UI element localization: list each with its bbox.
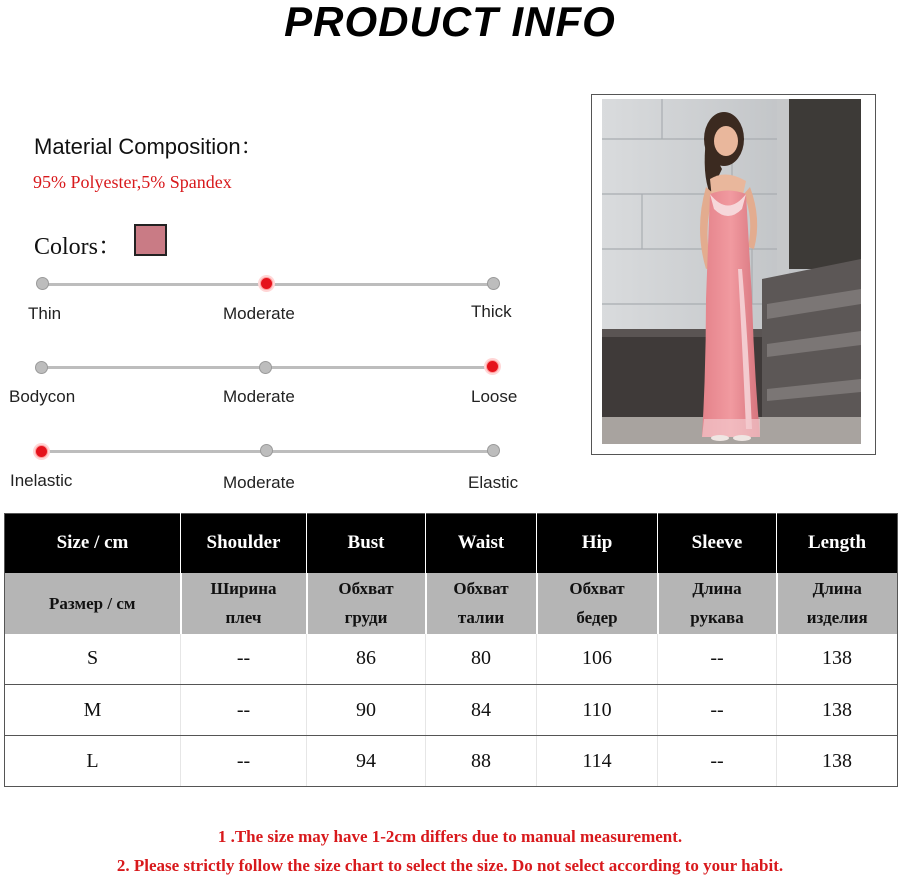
scale-label-thin: Thin bbox=[28, 304, 62, 323]
header-ru-hip bbox=[537, 573, 658, 634]
color-swatch-pink[interactable] bbox=[134, 224, 167, 256]
note-size-chart: 2. Please strictly follow the size chart to select the size. Do not select according to your habit. bbox=[116, 856, 784, 875]
table-cell: -- bbox=[181, 685, 307, 736]
table-cell: 88 bbox=[426, 736, 537, 787]
scale-dot-moderate bbox=[260, 277, 273, 290]
table-cell: 90 bbox=[307, 685, 426, 736]
table-cell: 114 bbox=[537, 736, 658, 787]
scale-dot-moderate bbox=[260, 444, 273, 457]
scale-dot-bodycon bbox=[35, 361, 48, 374]
header-sleeve: Sleeve bbox=[658, 514, 777, 573]
size-chart-table bbox=[4, 513, 898, 787]
scale-dot-thick bbox=[487, 277, 500, 290]
table-cell: 84 bbox=[426, 685, 537, 736]
header-ru-line: талии bbox=[457, 608, 505, 627]
header-ru-line: бедер bbox=[576, 608, 618, 627]
header-ru-size bbox=[5, 573, 181, 634]
header-ru-line: Длина bbox=[812, 579, 862, 598]
table-cell: -- bbox=[658, 634, 777, 685]
table-cell: 80 bbox=[426, 634, 537, 685]
header-ru-sleeve bbox=[658, 573, 777, 634]
scale-label-moderate: Moderate bbox=[223, 473, 295, 492]
header-ru-line: Обхват bbox=[569, 579, 625, 598]
table-row bbox=[5, 685, 898, 736]
header-ru-shoulder bbox=[181, 573, 307, 634]
header-shoulder: Shoulder bbox=[181, 514, 307, 573]
page-title: PRODUCT INFO bbox=[284, 0, 616, 45]
table-cell: 106 bbox=[537, 634, 658, 685]
table-cell: 138 bbox=[777, 736, 898, 787]
table-cell: 86 bbox=[307, 634, 426, 685]
scale-label-moderate: Moderate bbox=[223, 304, 295, 323]
scale-dot-inelastic bbox=[35, 445, 48, 458]
table-cell: S bbox=[5, 634, 181, 685]
table-cell: -- bbox=[658, 736, 777, 787]
table-cell: M bbox=[5, 685, 181, 736]
product-photo[interactable] bbox=[602, 99, 861, 444]
scale-label-bodycon: Bodycon bbox=[9, 387, 76, 406]
scale-dot-moderate bbox=[259, 361, 272, 374]
header-ru-line: изделия bbox=[806, 608, 868, 627]
table-cell: 138 bbox=[777, 634, 898, 685]
header-ru-line: рукава bbox=[690, 608, 744, 627]
header-hip: Hip bbox=[537, 514, 658, 573]
header-ru-bust bbox=[307, 573, 426, 634]
header-size: Size / cm bbox=[5, 514, 181, 573]
header-ru-line: груди bbox=[344, 608, 388, 627]
note-measurement: 1 .The size may have 1-2cm differs due to manual measurement. bbox=[217, 827, 683, 846]
header-ru-waist bbox=[426, 573, 537, 634]
table-cell: -- bbox=[658, 685, 777, 736]
table-row bbox=[5, 736, 898, 787]
scale-label-elastic: Elastic bbox=[468, 473, 519, 492]
header-ru-line: Размер / см bbox=[49, 593, 136, 613]
table-cell: L bbox=[5, 736, 181, 787]
table-cell: -- bbox=[181, 634, 307, 685]
scale-dot-loose bbox=[486, 360, 499, 373]
header-ru-line: Обхват bbox=[338, 579, 394, 598]
table-cell: 138 bbox=[777, 685, 898, 736]
scale-label-inelastic: Inelastic bbox=[10, 471, 73, 490]
header-ru-line: Обхват bbox=[453, 579, 509, 598]
table-row bbox=[5, 634, 898, 685]
header-ru-line: Ширина bbox=[210, 579, 277, 598]
header-ru-length bbox=[777, 573, 898, 634]
table-cell: 94 bbox=[307, 736, 426, 787]
scale-dot-thin bbox=[36, 277, 49, 290]
scale-dot-elastic bbox=[487, 444, 500, 457]
header-bust: Bust bbox=[307, 514, 426, 573]
scale-label-moderate: Moderate bbox=[223, 387, 295, 406]
scale-label-thick: Thick bbox=[471, 302, 512, 321]
material-value: 95% Polyester,5% Spandex bbox=[33, 172, 232, 192]
header-length: Length bbox=[777, 514, 898, 573]
table-cell: 110 bbox=[537, 685, 658, 736]
colors-label: Colors： bbox=[34, 234, 123, 260]
table-header-ru bbox=[5, 573, 898, 634]
material-label: Material Composition： bbox=[34, 134, 263, 159]
table-cell: -- bbox=[181, 736, 307, 787]
table-header-en bbox=[5, 514, 898, 573]
header-waist: Waist bbox=[426, 514, 537, 573]
header-ru-line: Длина bbox=[692, 579, 742, 598]
header-ru-line: плеч bbox=[225, 608, 262, 627]
scale-label-loose: Loose bbox=[471, 387, 518, 406]
